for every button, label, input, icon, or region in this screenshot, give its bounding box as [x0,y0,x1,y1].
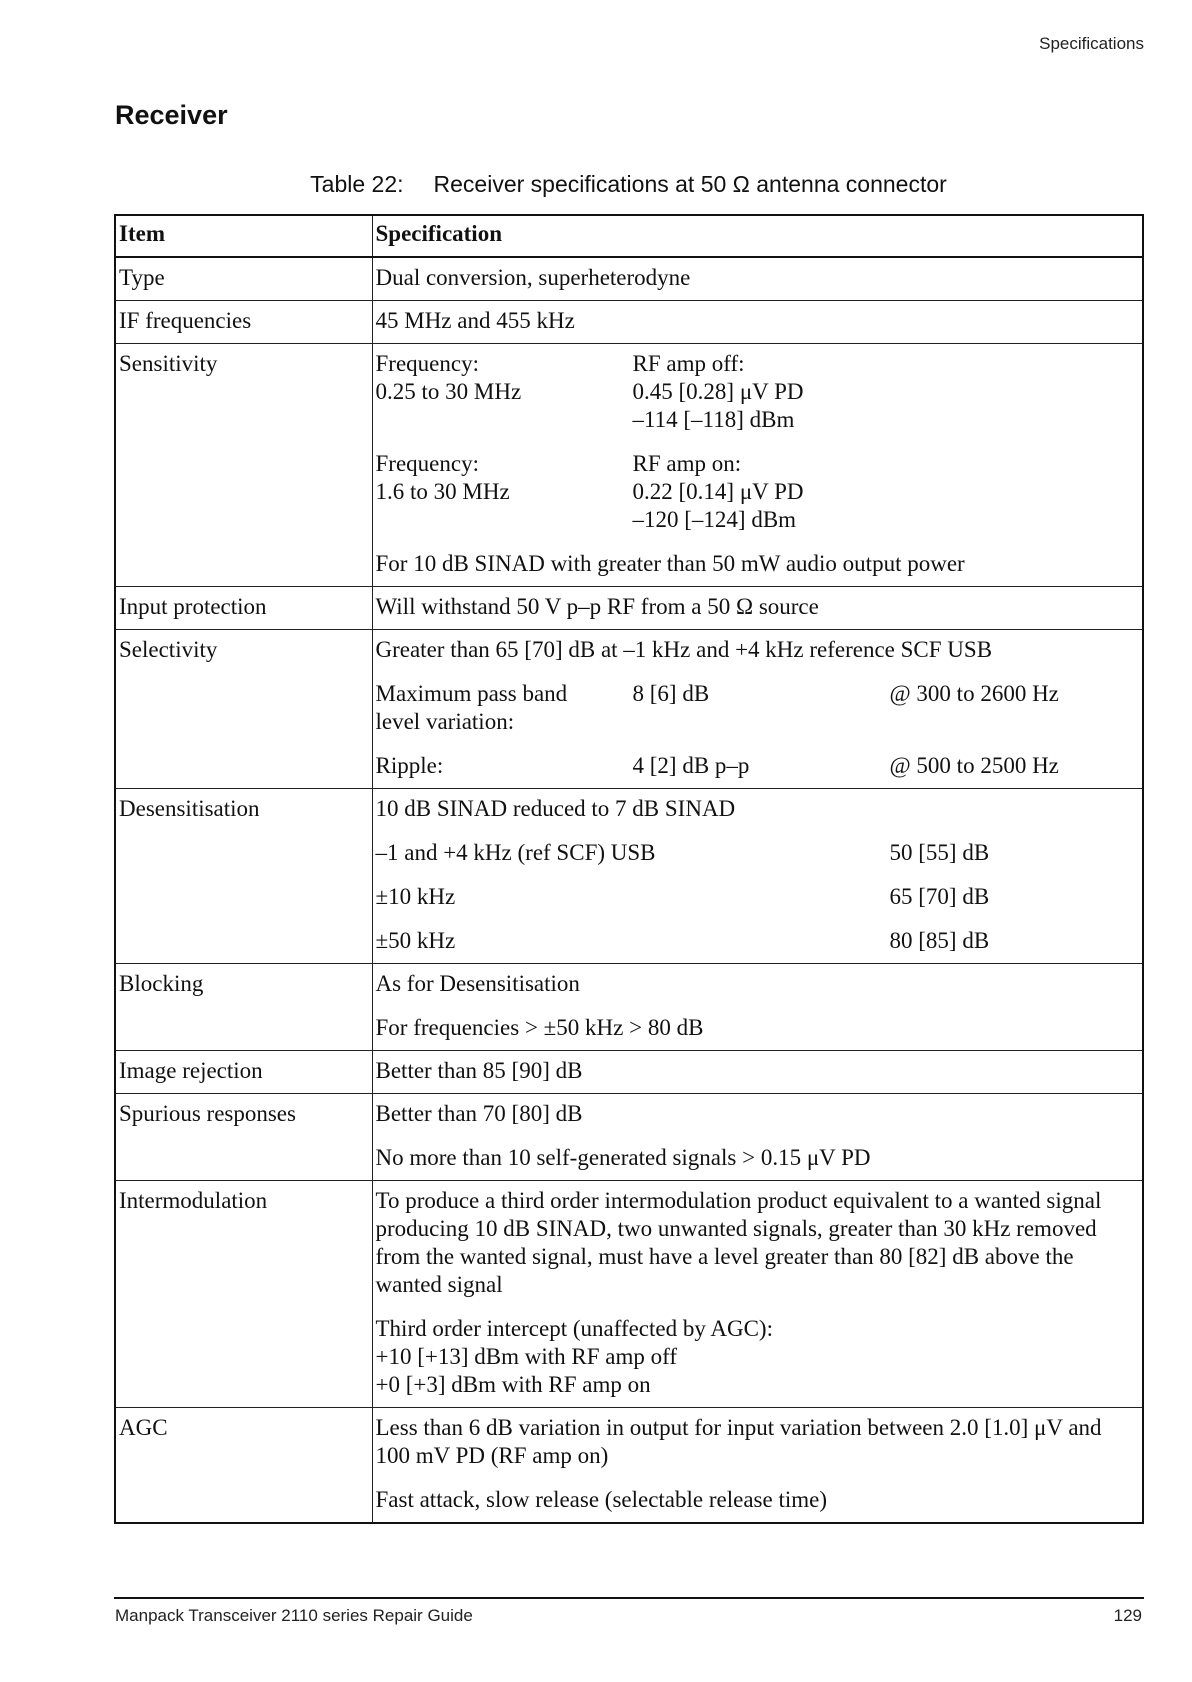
table-row-agc [115,1408,1143,1524]
selectivity-passband-row [376,680,1140,736]
footer-divider [114,1597,1144,1599]
sensitivity-rf-off-block [376,350,1140,434]
table-caption-number: Table 22: [310,171,404,197]
desensitisation-subrow [376,883,1140,911]
spurious-line2: No more than 10 self-generated signals > 0.15 μV PD [375,1145,871,1170]
ripple-value: 4 [2] dB p–p [632,753,750,778]
item-cell: AGC [115,1408,372,1524]
intermodulation-intercept [376,1315,1140,1399]
table-row-spurious-responses [115,1094,1143,1181]
spec-cell [372,1408,1143,1524]
frequency-column [376,350,633,434]
empty-column [890,350,1141,434]
passband-label-line1: Maximum pass band [375,681,568,706]
table-header-row [115,215,1143,257]
running-header: Specifications [1039,34,1144,53]
ripple-label: Ripple: [375,753,444,778]
rf-amp-label: RF amp off: [632,351,745,376]
table-row-blocking [115,964,1143,1051]
desensitisation-subrow [376,839,1140,867]
header-specification: Specification [372,215,1143,257]
rf-amp-column [633,350,890,434]
sensitivity-dbm: –114 [–118] dBm [632,407,795,432]
spec-cell [372,789,1143,964]
desens-value: 65 [70] dB [889,884,990,909]
text-line: Less than 6 dB variation in output for input variation between 2.0 [1.0] μV and [375,1415,1102,1440]
section-title: Receiver [115,100,228,130]
table-row-selectivity [115,630,1143,789]
table-row-sensitivity [115,344,1143,587]
table-caption-text: Receiver specifications at 50 Ω antenna connector [433,171,947,197]
passband-range: @ 300 to 2600 Hz [889,681,1059,706]
passband-label-line2: level variation: [375,709,515,734]
sensitivity-note: For 10 dB SINAD with greater than 50 mW audio output power [375,551,965,576]
spec-cell: 45 MHz and 455 kHz [372,301,1143,344]
text-line: 100 mV PD (RF amp on) [375,1443,609,1468]
desensitisation-subrow [376,927,1140,955]
text-line: wanted signal [375,1272,503,1297]
text-line: +0 [+3] dBm with RF amp on [375,1372,651,1397]
rf-amp-label: RF amp on: [632,451,742,476]
selectivity-summary: Greater than 65 [70] dB at –1 kHz and +4 kHz reference SCF USB [375,637,993,662]
spec-cell [372,630,1143,789]
text-line: +10 [+13] dBm with RF amp off [375,1344,678,1369]
table-caption [115,171,1142,198]
sensitivity-dbm: –120 [–124] dBm [632,507,797,532]
text-line: from the wanted signal, must have a level greater than 80 [82] dB above the [375,1244,1074,1269]
item-cell: Image rejection [115,1051,372,1094]
frequency-range: 1.6 to 30 MHz [375,479,510,504]
item-cell: Input protection [115,587,372,630]
spec-cell: Better than 85 [90] dB [372,1051,1143,1094]
table-row-intermodulation [115,1181,1143,1408]
desens-label: –1 and +4 kHz (ref SCF) USB [375,840,656,865]
sensitivity-value: 0.45 [0.28] μV PD [632,379,804,404]
frequency-label: Frequency: [375,451,479,476]
blocking-line2: For frequencies > ±50 kHz > 80 dB [375,1015,704,1040]
desensitisation-summary: 10 dB SINAD reduced to 7 dB SINAD [375,796,736,821]
desens-value: 50 [55] dB [889,840,990,865]
frequency-column [376,450,633,534]
item-cell: IF frequencies [115,301,372,344]
text-line: To produce a third order intermodulation product equivalent to a wanted signal [375,1188,1102,1213]
item-cell: Spurious responses [115,1094,372,1181]
passband-value: 8 [6] dB [632,681,710,706]
sensitivity-value: 0.22 [0.14] μV PD [632,479,804,504]
item-cell: Selectivity [115,630,372,789]
frequency-range: 0.25 to 30 MHz [375,379,522,404]
selectivity-ripple-row [376,752,1140,780]
blocking-line1: As for Desensitisation [375,971,580,996]
agc-variation [376,1414,1140,1470]
table-row-input-protection [115,587,1143,630]
table-row-desensitisation [115,789,1143,964]
table-row-image-rejection [115,1051,1143,1094]
frequency-label: Frequency: [375,351,479,376]
item-cell: Type [115,257,372,301]
spec-cell [372,344,1143,587]
item-cell: Blocking [115,964,372,1051]
desens-label: ±10 kHz [375,884,456,909]
footer-page-number: 129 [1113,1606,1142,1625]
agc-release: Fast attack, slow release (selectable release time) [375,1487,827,1512]
item-cell: Sensitivity [115,344,372,587]
spec-cell: Dual conversion, superheterodyne [372,257,1143,301]
label-column [376,680,633,736]
text-line: Third order intercept (unaffected by AGC): [375,1316,773,1341]
spurious-line1: Better than 70 [80] dB [375,1101,583,1126]
spec-cell [372,1181,1143,1408]
text-line: producing 10 dB SINAD, two unwanted signals, greater than 30 kHz removed [375,1216,1097,1241]
item-cell: Intermodulation [115,1181,372,1408]
item-cell: Desensitisation [115,789,372,964]
spec-cell: Will withstand 50 V p–p RF from a 50 Ω source [372,587,1143,630]
receiver-spec-table [114,214,1144,1524]
header-item: Item [115,215,372,257]
ripple-range: @ 500 to 2500 Hz [889,753,1059,778]
spec-cell [372,1094,1143,1181]
table-row-if-frequencies [115,301,1143,344]
desens-label: ±50 kHz [375,928,456,953]
footer-document-title: Manpack Transceiver 2110 series Repair Guide [115,1606,473,1625]
sensitivity-rf-on-block [376,450,1140,534]
intermodulation-description [376,1187,1140,1299]
desens-value: 80 [85] dB [889,928,990,953]
table-row-type [115,257,1143,301]
spec-cell [372,964,1143,1051]
rf-amp-column [633,450,890,534]
empty-column [890,450,1141,534]
